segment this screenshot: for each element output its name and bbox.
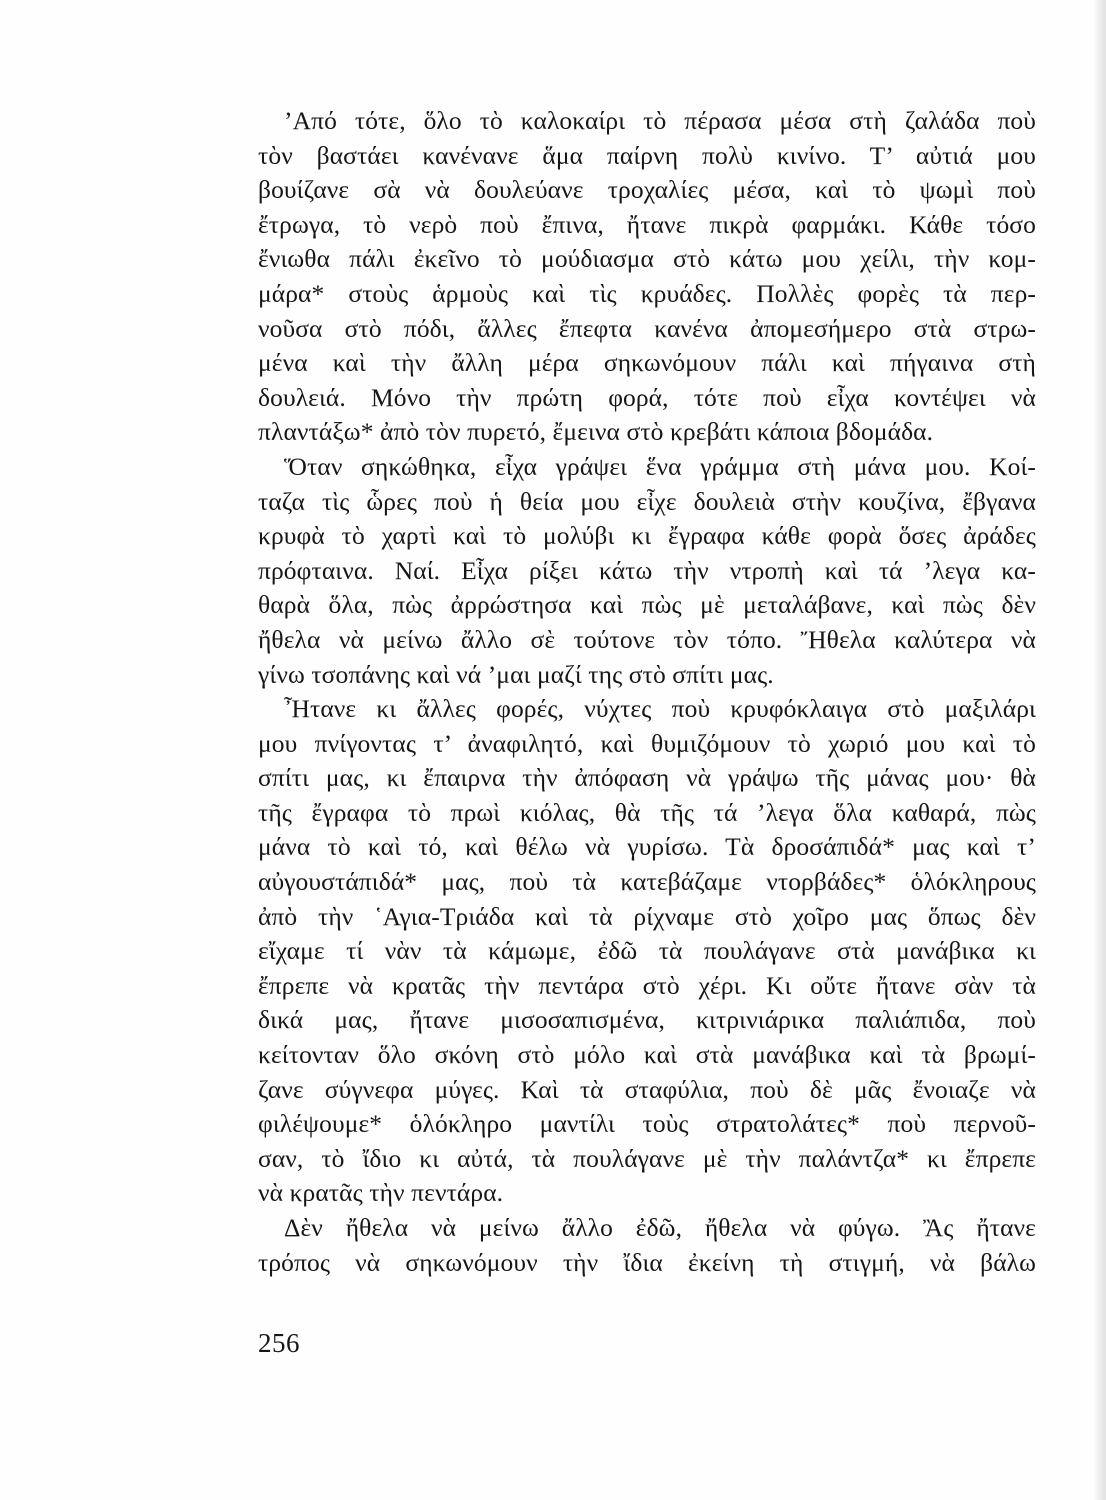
text-line: μάνα τὸ καὶ τό, καὶ θέλω νὰ γυρίσω. Τὰ δροσάπιδά* μας καὶ τ’: [258, 832, 1036, 862]
text-line: δικά μας, ἤτανε μισοσαπισμένα, κιτρινιάρικα παλιάπιδα, ποὺ: [258, 1005, 1036, 1035]
text-line: ἔπρεπε νὰ κρατᾶς τὴν πεντάρα στὸ χέρι. Κι οὔτε ἤτανε σὰν τὰ: [258, 970, 1036, 1000]
page-number: 256: [258, 1328, 300, 1358]
text-line: εἴχαμε τί νὰν τὰ κάμωμε, ἐδῶ τὰ πουλάγανε στὰ μανάβικα κι: [258, 936, 1036, 966]
text-line: Ἦτανε κι ἄλλες φορές, νύχτες ποὺ κρυφόκλαιγα στὸ μαξιλάρι: [284, 694, 1036, 724]
text-line: τῆς ἔγραφα τὸ πρωὶ κιόλας, θὰ τῆς τά ’λεγα ὅλα καθαρά, πὼς: [258, 797, 1036, 827]
text-line: ἀπὸ τὴν ῾Αγια-Τριάδα καὶ τὰ ρίχναμε στὸ χοῖρο μας ὅπως δὲν: [258, 901, 1036, 931]
text-line: σπίτι μας, κι ἔπαιρνα τὴν ἀπόφαση νὰ γράψω τῆς μάνας μου· θὰ: [258, 763, 1036, 793]
text-line: Ὅταν σηκώθηκα, εἶχα γράψει ἕνα γράμμα στὴ μάνα μου. Κοί-: [284, 451, 1036, 481]
text-line: πρόφταινα. Ναί. Εἶχα ρίξει κάτω τὴν ντροπὴ καὶ τά ’λεγα κα-: [258, 555, 1036, 585]
text-line: μένα καὶ τὴν ἄλλη μέρα σηκωνόμουν πάλι καὶ πήγαινα στὴ: [258, 348, 1036, 378]
text-line: δουλειά. Μόνο τὴν πρώτη φορά, τότε ποὺ εἶχα κοντέψει νὰ: [258, 382, 1036, 412]
text-line: σαν, τὸ ἴδιο κι αὐτά, τὰ πουλάγανε μὲ τὴν παλάντζα* κι ἔπρεπε: [258, 1143, 1036, 1173]
text-line: νὰ κρατᾶς τὴν πεντάρα.: [258, 1178, 504, 1208]
text-line: βουίζανε σὰ νὰ δουλεύανε τροχαλίες μέσα, καὶ τὸ ψωμὶ ποὺ: [258, 175, 1036, 205]
text-line: ἤθελα νὰ μείνω ἄλλο σὲ τούτονε τὸν τόπο. Ἤθελα καλύτερα νὰ: [258, 624, 1036, 654]
text-line: Δὲν ἤθελα νὰ μείνω ἄλλο ἐδῶ, ἤθελα νὰ φύγω. Ἂς ἤτανε: [284, 1213, 1036, 1242]
text-line: νοῦσα στὸ πόδι, ἄλλες ἔπεφτα κανένα ἀπομεσήμερο στὰ στρω-: [258, 313, 1036, 343]
text-line: αὐγουστάπιδά* μας, ποὺ τὰ κατεβάζαμε ντορβάδες* ὁλόκληρους: [258, 867, 1036, 897]
text-line: τρόπος νὰ σηκωνόμουν τὴν ἴδια ἐκείνη τὴ στιγμή, νὰ βάλω: [258, 1247, 1036, 1277]
text-line: ἔτρωγα, τὸ νερὸ ποὺ ἔπινα, ἤτανε πικρὰ φαρμάκι. Κάθε τόσο: [258, 209, 1036, 239]
text-line: φιλέψουμε* ὁλόκληρο μαντίλι τοὺς στρατολάτες* ποὺ περνοῦ-: [258, 1109, 1036, 1139]
text-line: ταζα τὶς ὧρες ποὺ ἡ θεία μου εἶχε δουλειὰ στὴν κουζίνα, ἔβγανα: [258, 486, 1036, 516]
text-line: θαρὰ ὅλα, πὼς ἀρρώστησα καὶ πὼς μὲ μεταλάβανε, καὶ πὼς δὲν: [258, 590, 1036, 620]
text-line: πλαντάξω* ἀπὸ τὸν πυρετό, ἔμεινα στὸ κρεβάτι κάποια βδομάδα.: [258, 417, 934, 447]
text-line: γίνω τσοπάνης καὶ νά ’μαι μαζί της στὸ σπίτι μας.: [258, 659, 774, 689]
text-line: κείτονταν ὅλο σκόνη στὸ μόλο καὶ στὰ μανάβικα καὶ τὰ βρωμί-: [258, 1040, 1036, 1070]
text-line: μάρα* στοὺς ἁρμοὺς καὶ τὶς κρυάδες. Πολλὲς φορὲς τὰ περ-: [258, 278, 1036, 308]
text-line: ’Από τότε, ὅλο τὸ καλοκαίρι τὸ πέρασα μέσα στὴ ζαλάδα ποὺ: [284, 106, 1036, 135]
page-edge-shadow: [1092, 0, 1106, 1500]
text-line: κρυφὰ τὸ χαρτὶ καὶ τὸ μολύβι κι ἔγραφα κάθε φορὰ ὅσες ἀράδες: [258, 521, 1036, 551]
body-text: [258, 104, 1036, 1280]
text-line: τὸν βαστάει κανένανε ἅμα παίρνη πολὺ κινίνο. Τ’ αὐτιά μου: [258, 140, 1036, 170]
text-line: ζανε σύγνεφα μύγες. Καὶ τὰ σταφύλια, ποὺ δὲ μᾶς ἔνοιαζε νὰ: [258, 1074, 1036, 1104]
text-line: μου πνίγοντας τ’ ἀναφιλητό, καὶ θυμιζόμουν τὸ χωριό μου καὶ τὸ: [258, 728, 1036, 758]
text-line: ἔνιωθα πάλι ἐκεῖνο τὸ μούδιασμα στὸ κάτω μου χείλι, τὴν κομ-: [258, 244, 1036, 274]
